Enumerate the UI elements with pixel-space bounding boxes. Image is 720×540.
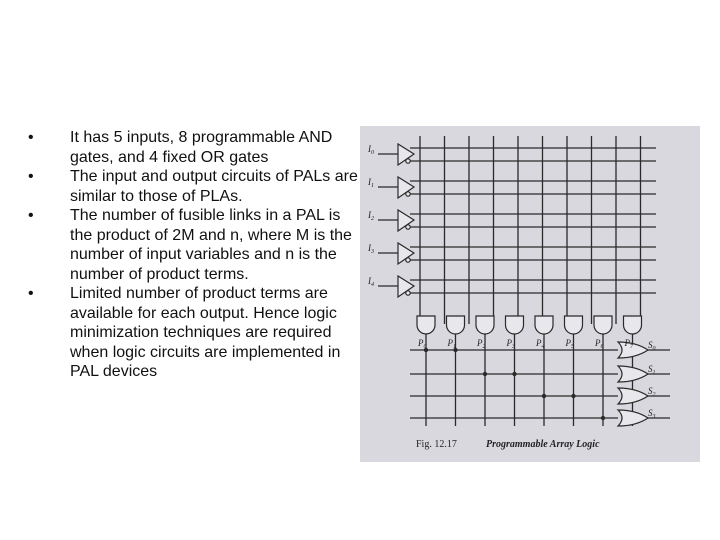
- product-label: $P_3$: [506, 338, 515, 350]
- connection-dot: [483, 372, 487, 376]
- connection-dot: [571, 394, 575, 398]
- input-label: $I_1$: [368, 177, 374, 189]
- pal-diagram: [360, 126, 700, 462]
- or-gate: [618, 388, 648, 404]
- bullet-item: • The input and output circuits of PALs are similar to those of PLAs.: [28, 167, 358, 206]
- product-label: $P_4$: [536, 338, 545, 350]
- figure-caption-title: Programmable Array Logic: [486, 439, 600, 450]
- or-gate: [618, 366, 648, 382]
- and-gate: [594, 316, 612, 334]
- input-label: $I_4$: [368, 276, 374, 288]
- pal-figure: [360, 126, 700, 462]
- bullet-item: • It has 5 inputs, 8 programmable AND gates, and 4 fixed OR gates: [28, 128, 358, 167]
- connection-dot: [512, 372, 516, 376]
- and-gate: [447, 316, 465, 334]
- and-gate: [476, 316, 494, 334]
- bullet-list: [28, 128, 358, 382]
- product-label: $P_1$: [447, 338, 456, 350]
- and-gate: [565, 316, 583, 334]
- input-label: $I_2$: [368, 210, 374, 222]
- and-gate: [535, 316, 553, 334]
- inverter-bubble: [406, 192, 410, 196]
- output-label: $S_3$: [648, 408, 656, 420]
- product-label: $P_2$: [477, 338, 486, 350]
- product-label: $P_6$: [595, 338, 604, 350]
- output-label: $S_0$: [648, 340, 656, 352]
- input-label: $I_3$: [368, 243, 374, 255]
- connection-dot: [601, 416, 605, 420]
- and-gate: [624, 316, 642, 334]
- connection-dot: [542, 394, 546, 398]
- product-label: $P_0$: [418, 338, 427, 350]
- figure-caption-number: Fig. 12.17: [416, 439, 457, 450]
- bullet-item: • Limited number of product terms are available for each output. Hence logic minimization techniques are required when logic circuits are implemented in PAL devices: [28, 284, 358, 382]
- product-label: $P_5$: [565, 338, 574, 350]
- and-gate: [506, 316, 524, 334]
- and-gate: [417, 316, 435, 334]
- output-label: $S_2$: [648, 386, 656, 398]
- bullet-item: • The number of fusible links in a PAL is the product of 2M and n, where M is the number of input variables and n is the number of product terms.: [28, 206, 358, 284]
- or-gate: [618, 410, 648, 426]
- or-gate: [618, 342, 648, 358]
- product-label: $P_7$: [624, 338, 633, 350]
- inverter-bubble: [406, 225, 410, 229]
- inverter-bubble: [406, 258, 410, 262]
- output-label: $S_1$: [648, 364, 656, 376]
- input-label: $I_0$: [368, 144, 374, 156]
- inverter-bubble: [406, 291, 410, 295]
- inverter-bubble: [406, 159, 410, 163]
